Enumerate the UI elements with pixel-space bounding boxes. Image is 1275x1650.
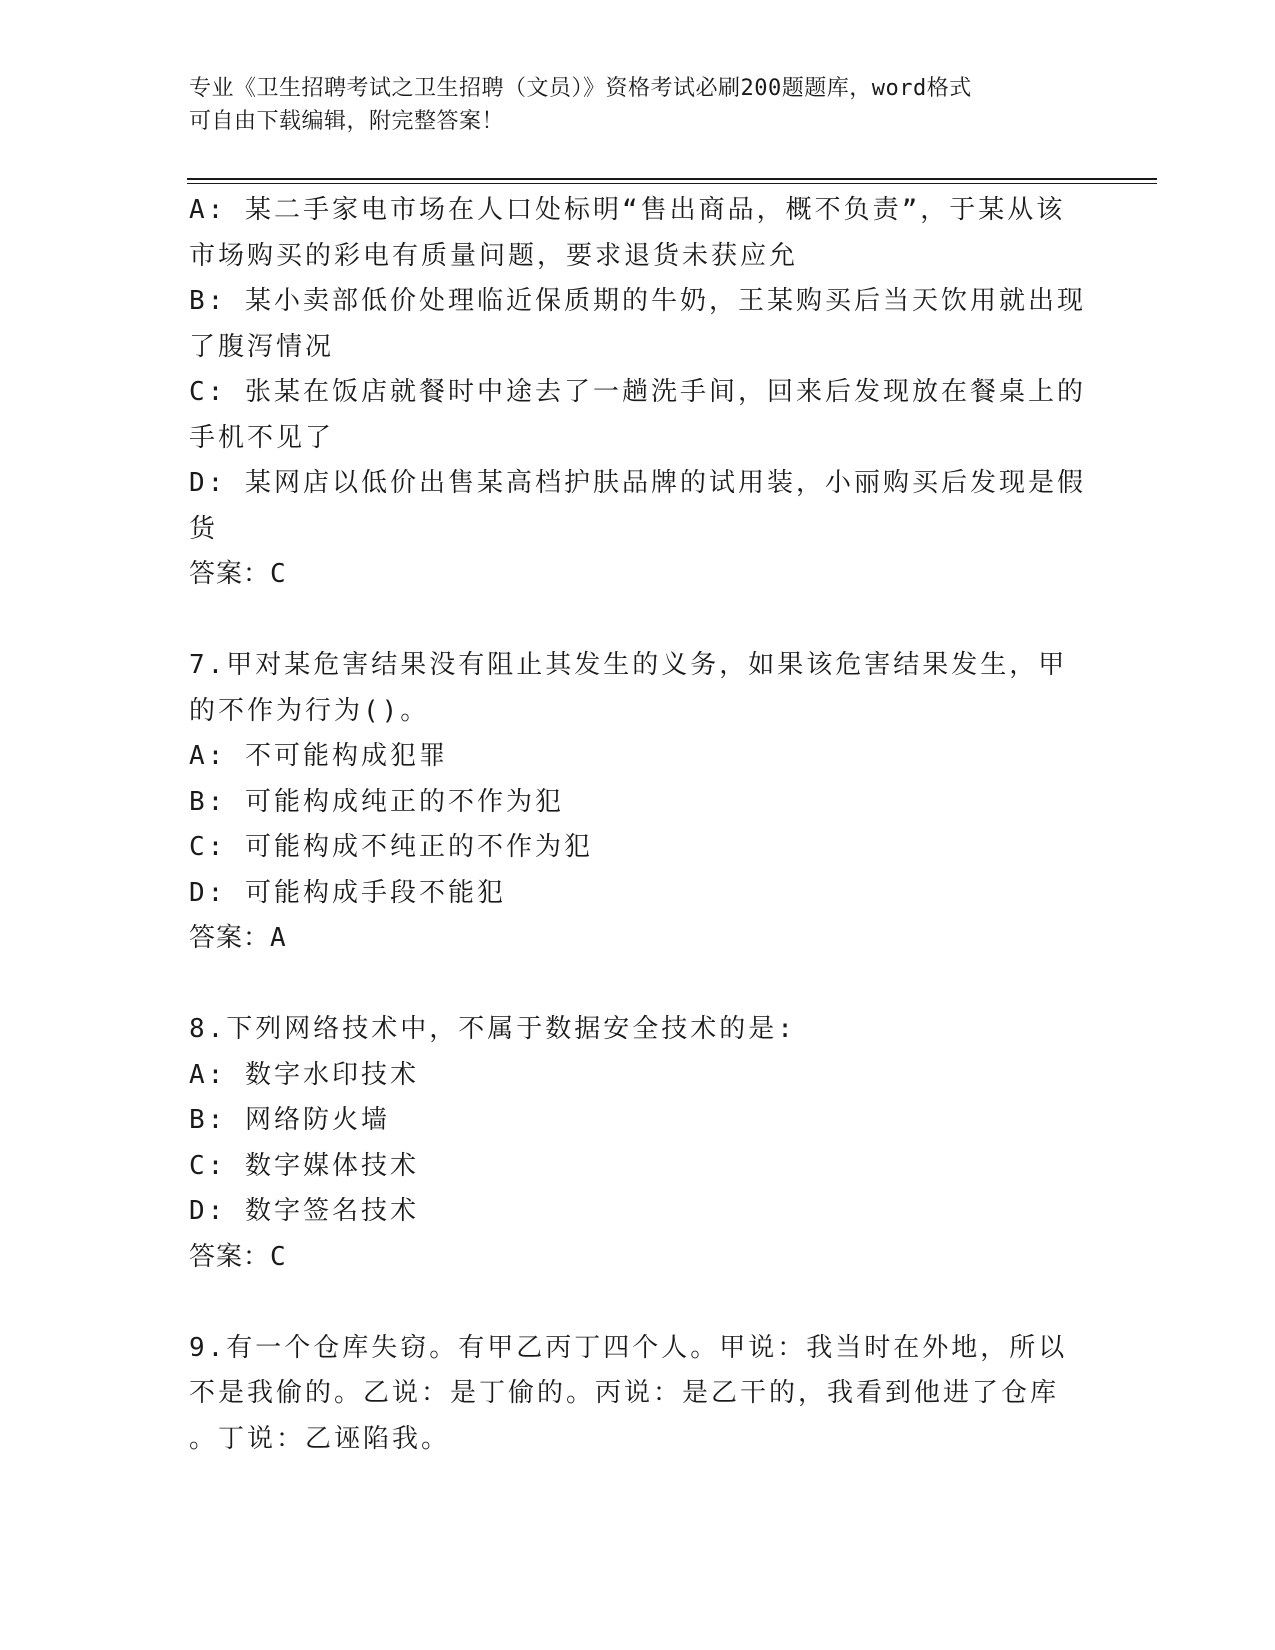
- q7-answer: 答案：A: [189, 923, 287, 953]
- spacer: [189, 1280, 1089, 1326]
- q6-option-d-line-1: D: 某网店以低价出售某高档护肤品牌的试用装，小丽购买后发现是假: [189, 468, 1086, 498]
- document-header: [189, 72, 1089, 138]
- q6-option-b-line-2: 了腹泻情况: [189, 331, 335, 362]
- header-rule-thin: [187, 183, 1157, 184]
- question-8: [189, 1007, 1089, 1280]
- q7-stem-line-2: 的不作为行为()。: [189, 695, 430, 726]
- q6-option-a-line-2: 市场购买的彩电有质量问题，要求退货未获应允: [189, 240, 799, 271]
- q6-answer: 答案：C: [189, 559, 287, 589]
- spacer: [189, 962, 1089, 1008]
- q6-option-a-line-1: A: 某二手家电市场在人口处标明“售出商品，概不负责”，于某从该: [189, 195, 1066, 225]
- q8-option-d: D: 数字签名技术: [189, 1196, 419, 1226]
- q8-answer: 答案：C: [189, 1241, 287, 1272]
- spacer: [189, 598, 1089, 644]
- q7-option-a: A: 不可能构成犯罪: [189, 741, 448, 771]
- header-line-1: 专业《卫生招聘考试之卫生招聘（文员）》资格考试必刷200题题库，word格式: [189, 76, 972, 101]
- question-7: [189, 643, 1089, 962]
- question-9: [189, 1326, 1089, 1463]
- q6-option-d-line-2: 货: [189, 513, 219, 544]
- q8-stem: 8.下列网络技术中，不属于数据安全技术的是:: [189, 1014, 796, 1044]
- q8-option-b: B: 网络防火墙: [189, 1105, 390, 1135]
- q9-stem-line-1: 9.有一个仓库失窃。有甲乙丙丁四个人。甲说：我当时在外地，所以: [189, 1332, 1068, 1363]
- q9-stem-line-2: 不是我偷的。乙说：是丁偷的。丙说：是乙干的，我看到他进了仓库: [189, 1378, 1060, 1408]
- q6-option-b-line-1: B: 某小卖部低价处理临近保质期的牛奶，王某购买后当天饮用就出现: [189, 286, 1086, 316]
- header-line-2: 可自由下载编辑，附完整答案！: [189, 109, 505, 134]
- q7-stem-line-1: 7.甲对某危害结果没有阻止其发生的义务，如果该危害结果发生，甲: [189, 650, 1068, 680]
- q7-option-c: C: 可能构成不纯正的不作为犯: [189, 832, 593, 862]
- header-rule-thick: [187, 178, 1157, 180]
- q6-option-c-line-1: C: 张某在饭店就餐时中途去了一趟洗手间，回来后发现放在餐桌上的: [189, 377, 1086, 407]
- q6-option-c-line-2: 手机不见了: [189, 422, 335, 453]
- question-content: [189, 188, 1089, 1462]
- q7-option-d: D: 可能构成手段不能犯: [189, 877, 506, 908]
- question-6: [189, 188, 1089, 598]
- q9-stem-line-3: 。丁说：乙诬陷我。: [189, 1423, 451, 1454]
- q7-option-b: B: 可能构成纯正的不作为犯: [189, 786, 564, 817]
- q8-option-a: A: 数字水印技术: [189, 1059, 419, 1090]
- q8-option-c: C: 数字媒体技术: [189, 1150, 419, 1181]
